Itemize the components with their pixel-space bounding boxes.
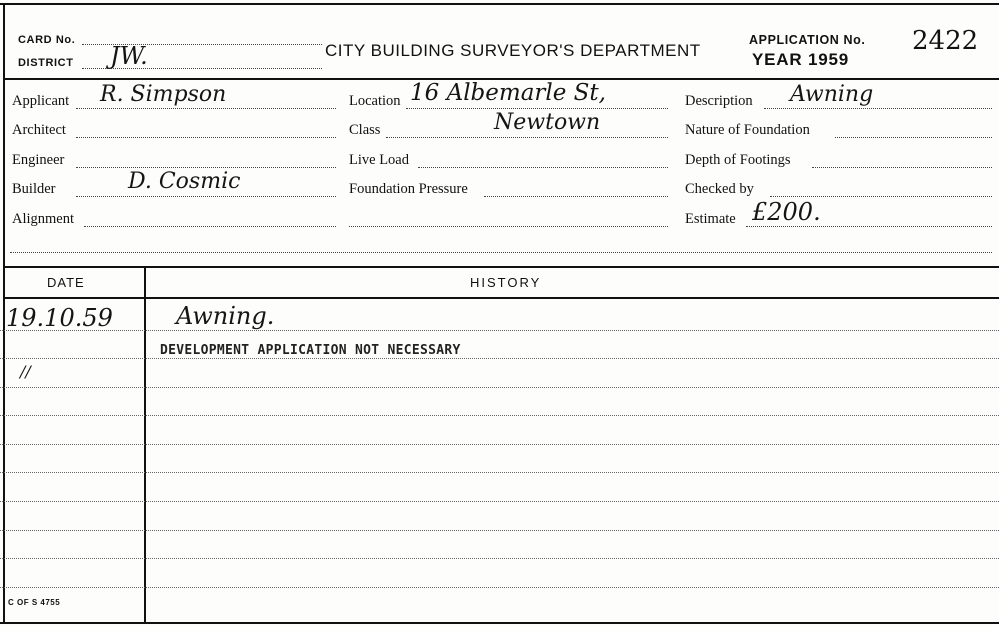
top-border: [0, 3, 999, 5]
table-row: [0, 444, 999, 445]
history-entry-stamp: DEVELOPMENT APPLICATION NOT NECESSARY: [160, 343, 461, 358]
application-no-value: 2422: [912, 26, 979, 56]
applicant-label: Applicant: [12, 93, 70, 109]
field-block-blank-line: [10, 252, 992, 253]
description-value: Awning: [790, 82, 874, 107]
table-row: [0, 387, 999, 388]
table-row: [0, 358, 999, 359]
year-label: YEAR 1959: [752, 50, 849, 69]
nature-of-foundation-line: [835, 137, 992, 138]
builder-line: [76, 196, 336, 197]
description-label: Description: [685, 93, 753, 109]
table-row: [0, 587, 999, 588]
location-value-1: 16 Albemarle St,: [410, 80, 606, 106]
history-entry-date: //: [20, 362, 31, 381]
history-entry-text: Awning.: [176, 302, 275, 330]
card-no-label: CARD No.: [18, 34, 76, 46]
table-row: [0, 330, 999, 331]
engineer-line: [76, 167, 336, 168]
alignment-label: Alignment: [12, 211, 75, 227]
foundation-pressure-line: [484, 196, 668, 197]
alignment-line: [84, 226, 336, 227]
history-entry-date: 19.10.59: [6, 304, 113, 332]
builder-value: D. Cosmic: [128, 169, 241, 194]
department-title: CITY BUILDING SURVEYOR'S DEPARTMENT: [325, 41, 701, 60]
engineer-label: Engineer: [12, 152, 65, 168]
live-load-label: Live Load: [349, 152, 409, 168]
applicant-line: [76, 108, 336, 109]
table-row: [0, 501, 999, 502]
architect-label: Architect: [12, 122, 66, 138]
table-row: [0, 558, 999, 559]
fields-divider: [3, 266, 999, 268]
col2-blank-line: [349, 226, 668, 227]
table-row: [0, 472, 999, 473]
class-line: [386, 137, 668, 138]
estimate-label: Estimate: [685, 211, 736, 227]
location-label: Location: [349, 93, 401, 109]
bottom-border: [0, 622, 999, 624]
date-header: DATE: [47, 275, 85, 290]
nature-of-foundation-label: Nature of Foundation: [685, 122, 810, 138]
district-value: JW.: [110, 42, 148, 70]
architect-line: [76, 137, 336, 138]
estimate-line: [746, 226, 992, 227]
table-row: [0, 530, 999, 531]
table-row: [0, 415, 999, 416]
checked-by-line: [770, 196, 992, 197]
depth-of-footings-label: Depth of Footings: [685, 152, 791, 168]
form-code: C OF S 4755: [8, 598, 61, 607]
depth-of-footings-line: [812, 167, 992, 168]
district-label: DISTRICT: [18, 57, 74, 69]
live-load-line: [418, 167, 668, 168]
table-header-divider: [3, 297, 999, 299]
checked-by-label: Checked by: [685, 181, 754, 197]
history-header: HISTORY: [470, 275, 542, 290]
location-value-2: Newtown: [494, 110, 601, 135]
applicant-value: R. Simpson: [100, 82, 227, 107]
class-label: Class: [349, 122, 381, 138]
builder-label: Builder: [12, 181, 56, 197]
location-line: [406, 108, 668, 109]
application-no-label: APPLICATION No.: [749, 33, 866, 47]
description-line: [764, 108, 992, 109]
estimate-value: £200.: [752, 198, 821, 226]
foundation-pressure-label: Foundation Pressure: [349, 181, 468, 197]
